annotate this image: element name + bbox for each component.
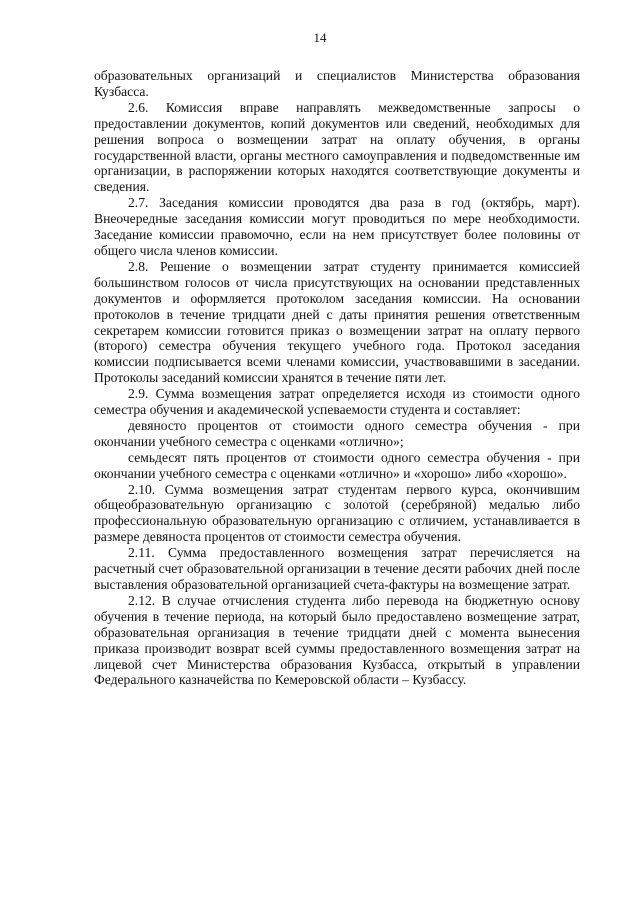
paragraph-2-11: 2.11. Сумма предоставленного возмещения затрат перечисляется на расчетный счет образовательной организации в течение десяти рабочих дней после выставления образовательной организацией счета-фактуры на возмещение затрат. (94, 545, 580, 592)
paragraph-2-7: 2.7. Заседания комиссии проводятся два раза в год (октябрь, март). Внеочередные заседания комиссии могут проводиться по мере необходимости. Заседание комиссии правомочно, если на нем присутствует более половины от общего числа членов комиссии. (94, 195, 580, 258)
paragraph-2-9-item-1: девяносто процентов от стоимости одного семестра обучения - при окончании учебного семестра с оценками «отлично»; (94, 417, 580, 449)
paragraph-2-9: 2.9. Сумма возмещения затрат определяется исходя из стоимости одного семестра обучения и академической успеваемости студента и составляет: (94, 386, 580, 418)
document-body (94, 68, 580, 688)
paragraph-2-8: 2.8. Решение о возмещении затрат студенту принимается комиссией большинством голосов от числа присутствующих на основании представленных документов и оформляется протоколом заседания комиссии. На основании протоколов в течение тридцати дней с даты принятия решения ответственным секретарем комиссии готовится приказ о возмещении затрат на оплату первого (второго) семестра обучения текущего учебного года. Протокол заседания комиссии подписывается всеми членами комиссии, участвовавшими в заседании. Протоколы заседаний комиссии хранятся в течение пяти лет. (94, 258, 580, 386)
paragraph-continuation: образовательных организаций и специалистов Министерства образования Кузбасса. (94, 68, 580, 99)
paragraph-2-6: 2.6. Комиссия вправе направлять межведомственные запросы о предоставлении документов, копий документов или сведений, необходимых для решения вопроса о возмещении затрат на оплату обучения, в органы государственной власти, органы местного самоуправления и подведомственные им организации, в распоряжении которых находятся соответствующие документы и сведения. (94, 99, 580, 195)
paragraph-2-12: 2.12. В случае отчисления студента либо перевода на бюджетную основу обучения в течение периода, на который было предоставлено возмещение затрат, образовательная организация в течение тридцати дней с момента вынесения приказа производит возврат всей суммы предоставленного возмещения затрат на лицевой счет Министерства образования Кузбасса, открытый в управлении Федерального казначейства по Кемеровской области – Кузбассу. (94, 592, 580, 688)
paragraph-2-10: 2.10. Сумма возмещения затрат студентам первого курса, окончившим общеобразовательную организацию с золотой (серебряной) медалью либо профессиональную образовательную организацию с отличием, устанавливается в размере девяноста процентов от стоимости семестра обучения. (94, 481, 580, 545)
page-number: 14 (313, 30, 327, 45)
paragraph-2-9-item-2: семьдесят пять процентов от стоимости одного семестра обучения - при окончании учебного семестра с оценками «отлично» и «хорошо» либо «хорошо». (94, 449, 580, 481)
